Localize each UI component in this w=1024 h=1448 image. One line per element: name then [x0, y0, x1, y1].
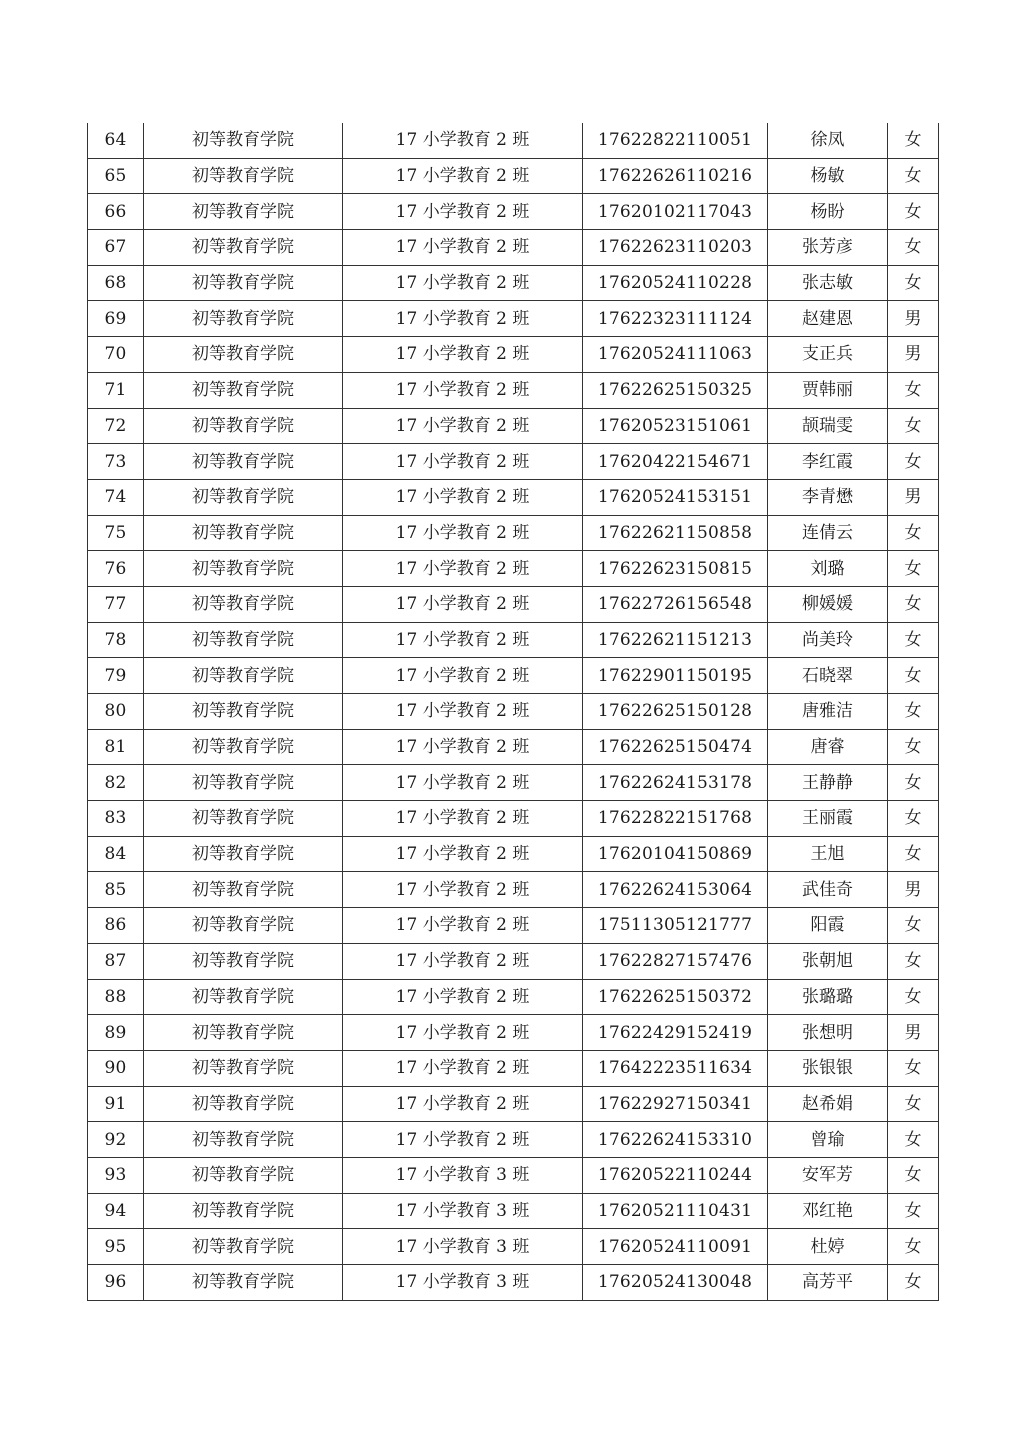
class-cell: 17 小学教育 2 班: [343, 872, 583, 908]
row-number: 73: [88, 444, 144, 480]
student-name-cell: 徐凤: [768, 123, 888, 158]
gender-cell: 女: [888, 1050, 939, 1086]
class-cell: 17 小学教育 2 班: [343, 515, 583, 551]
student-name-cell: 赵建恩: [768, 301, 888, 337]
table-row: [88, 408, 939, 444]
table-row: [88, 265, 939, 301]
gender-cell: 女: [888, 1086, 939, 1122]
class-cell: 17 小学教育 2 班: [343, 1050, 583, 1086]
row-number: 80: [88, 694, 144, 730]
gender-cell: 女: [888, 1122, 939, 1158]
student-id-cell: 17622625150325: [583, 372, 768, 408]
table-row: [88, 1122, 939, 1158]
table-row: [88, 729, 939, 765]
college-cell: 初等教育学院: [144, 408, 343, 444]
student-name-cell: 刘璐: [768, 551, 888, 587]
student-name-cell: 李红霞: [768, 444, 888, 480]
gender-cell: 女: [888, 801, 939, 837]
row-number: 91: [88, 1086, 144, 1122]
student-id-cell: 17622621150858: [583, 515, 768, 551]
gender-cell: 女: [888, 551, 939, 587]
student-name-cell: 王丽霞: [768, 801, 888, 837]
table-row: [88, 337, 939, 373]
row-number: 64: [88, 123, 144, 158]
table-row: [88, 801, 939, 837]
table-row: [88, 479, 939, 515]
class-cell: 17 小学教育 2 班: [343, 551, 583, 587]
student-id-cell: 17622625150128: [583, 694, 768, 730]
student-name-cell: 李青懋: [768, 479, 888, 515]
table-row: [88, 515, 939, 551]
student-id-cell: 17622901150195: [583, 658, 768, 694]
gender-cell: 女: [888, 265, 939, 301]
college-cell: 初等教育学院: [144, 979, 343, 1015]
gender-cell: 女: [888, 836, 939, 872]
row-number: 86: [88, 908, 144, 944]
class-cell: 17 小学教育 2 班: [343, 908, 583, 944]
row-number: 94: [88, 1193, 144, 1229]
row-number: 77: [88, 586, 144, 622]
student-name-cell: 赵希娟: [768, 1086, 888, 1122]
student-id-cell: 17620422154671: [583, 444, 768, 480]
row-number: 76: [88, 551, 144, 587]
row-number: 68: [88, 265, 144, 301]
college-cell: 初等教育学院: [144, 1193, 343, 1229]
college-cell: 初等教育学院: [144, 1050, 343, 1086]
college-cell: 初等教育学院: [144, 1086, 343, 1122]
student-id-cell: 17622827157476: [583, 943, 768, 979]
class-cell: 17 小学教育 2 班: [343, 694, 583, 730]
student-name-cell: 张志敏: [768, 265, 888, 301]
row-number: 71: [88, 372, 144, 408]
class-cell: 17 小学教育 2 班: [343, 836, 583, 872]
gender-cell: 女: [888, 1157, 939, 1193]
gender-cell: 男: [888, 337, 939, 373]
student-name-cell: 王静静: [768, 765, 888, 801]
student-name-cell: 武佳奇: [768, 872, 888, 908]
class-cell: 17 小学教育 2 班: [343, 765, 583, 801]
table-row: [88, 194, 939, 230]
gender-cell: 女: [888, 408, 939, 444]
college-cell: 初等教育学院: [144, 372, 343, 408]
student-id-cell: 17622624153064: [583, 872, 768, 908]
table-row: [88, 836, 939, 872]
row-number: 85: [88, 872, 144, 908]
class-cell: 17 小学教育 2 班: [343, 301, 583, 337]
student-name-cell: 王旭: [768, 836, 888, 872]
student-name-cell: 高芳平: [768, 1265, 888, 1301]
student-id-cell: 17620104150869: [583, 836, 768, 872]
class-cell: 17 小学教育 2 班: [343, 1122, 583, 1158]
row-number: 95: [88, 1229, 144, 1265]
gender-cell: 女: [888, 908, 939, 944]
gender-cell: 女: [888, 943, 939, 979]
class-cell: 17 小学教育 2 班: [343, 372, 583, 408]
college-cell: 初等教育学院: [144, 765, 343, 801]
row-number: 81: [88, 729, 144, 765]
college-cell: 初等教育学院: [144, 1157, 343, 1193]
student-id-cell: 17642223511634: [583, 1050, 768, 1086]
gender-cell: 男: [888, 1015, 939, 1051]
gender-cell: 女: [888, 694, 939, 730]
table-row: [88, 1015, 939, 1051]
class-cell: 17 小学教育 3 班: [343, 1229, 583, 1265]
student-id-cell: 17622624153178: [583, 765, 768, 801]
gender-cell: 女: [888, 729, 939, 765]
table-row: [88, 551, 939, 587]
gender-cell: 女: [888, 765, 939, 801]
gender-cell: 女: [888, 586, 939, 622]
gender-cell: 女: [888, 622, 939, 658]
student-name-cell: 唐睿: [768, 729, 888, 765]
row-number: 65: [88, 158, 144, 194]
table-row: [88, 765, 939, 801]
gender-cell: 男: [888, 301, 939, 337]
row-number: 69: [88, 301, 144, 337]
student-name-cell: 石晓翠: [768, 658, 888, 694]
college-cell: 初等教育学院: [144, 943, 343, 979]
college-cell: 初等教育学院: [144, 729, 343, 765]
college-cell: 初等教育学院: [144, 801, 343, 837]
student-name-cell: 邓红艳: [768, 1193, 888, 1229]
row-number: 72: [88, 408, 144, 444]
student-id-cell: 17622623150815: [583, 551, 768, 587]
table-row: [88, 123, 939, 158]
gender-cell: 女: [888, 658, 939, 694]
class-cell: 17 小学教育 2 班: [343, 194, 583, 230]
student-id-cell: 17622625150372: [583, 979, 768, 1015]
class-cell: 17 小学教育 3 班: [343, 1265, 583, 1301]
college-cell: 初等教育学院: [144, 1229, 343, 1265]
college-cell: 初等教育学院: [144, 586, 343, 622]
table-row: [88, 908, 939, 944]
table-row: [88, 1229, 939, 1265]
table-row: [88, 444, 939, 480]
student-id-cell: 17620524110091: [583, 1229, 768, 1265]
gender-cell: 女: [888, 1193, 939, 1229]
college-cell: 初等教育学院: [144, 123, 343, 158]
row-number: 92: [88, 1122, 144, 1158]
row-number: 82: [88, 765, 144, 801]
student-id-cell: 17620522110244: [583, 1157, 768, 1193]
student-name-cell: 颉瑞雯: [768, 408, 888, 444]
gender-cell: 女: [888, 230, 939, 266]
table-row: [88, 230, 939, 266]
college-cell: 初等教育学院: [144, 444, 343, 480]
student-name-cell: 尚美玲: [768, 622, 888, 658]
student-name-cell: 张朝旭: [768, 943, 888, 979]
row-number: 88: [88, 979, 144, 1015]
row-number: 93: [88, 1157, 144, 1193]
student-name-cell: 张璐璐: [768, 979, 888, 1015]
student-id-cell: 17622822110051: [583, 123, 768, 158]
gender-cell: 女: [888, 372, 939, 408]
college-cell: 初等教育学院: [144, 515, 343, 551]
class-cell: 17 小学教育 2 班: [343, 943, 583, 979]
student-name-cell: 杜婷: [768, 1229, 888, 1265]
class-cell: 17 小学教育 2 班: [343, 337, 583, 373]
class-cell: 17 小学教育 2 班: [343, 658, 583, 694]
student-name-cell: 连倩云: [768, 515, 888, 551]
table-row: [88, 1157, 939, 1193]
table-row: [88, 586, 939, 622]
student-name-cell: 唐雅洁: [768, 694, 888, 730]
student-id-cell: 17511305121777: [583, 908, 768, 944]
row-number: 79: [88, 658, 144, 694]
college-cell: 初等教育学院: [144, 1122, 343, 1158]
gender-cell: 男: [888, 479, 939, 515]
student-id-cell: 17620524111063: [583, 337, 768, 373]
class-cell: 17 小学教育 2 班: [343, 230, 583, 266]
class-cell: 17 小学教育 2 班: [343, 586, 583, 622]
student-id-cell: 17622726156548: [583, 586, 768, 622]
college-cell: 初等教育学院: [144, 479, 343, 515]
class-cell: 17 小学教育 3 班: [343, 1193, 583, 1229]
row-number: 70: [88, 337, 144, 373]
student-name-cell: 杨盼: [768, 194, 888, 230]
student-name-cell: 张想明: [768, 1015, 888, 1051]
student-name-cell: 贾韩丽: [768, 372, 888, 408]
table-row: [88, 1050, 939, 1086]
student-name-cell: 杨敏: [768, 158, 888, 194]
class-cell: 17 小学教育 2 班: [343, 123, 583, 158]
table-row: [88, 372, 939, 408]
student-name-cell: 张芳彦: [768, 230, 888, 266]
class-cell: 17 小学教育 2 班: [343, 444, 583, 480]
student-name-cell: 张银银: [768, 1050, 888, 1086]
college-cell: 初等教育学院: [144, 658, 343, 694]
row-number: 75: [88, 515, 144, 551]
student-id-cell: 17620523151061: [583, 408, 768, 444]
class-cell: 17 小学教育 2 班: [343, 729, 583, 765]
class-cell: 17 小学教育 2 班: [343, 801, 583, 837]
student-name-cell: 安军芳: [768, 1157, 888, 1193]
college-cell: 初等教育学院: [144, 694, 343, 730]
row-number: 84: [88, 836, 144, 872]
table-row: [88, 1265, 939, 1301]
class-cell: 17 小学教育 2 班: [343, 1015, 583, 1051]
college-cell: 初等教育学院: [144, 265, 343, 301]
row-number: 83: [88, 801, 144, 837]
gender-cell: 女: [888, 1265, 939, 1301]
college-cell: 初等教育学院: [144, 908, 343, 944]
gender-cell: 男: [888, 872, 939, 908]
table-body: [88, 123, 939, 1300]
college-cell: 初等教育学院: [144, 301, 343, 337]
college-cell: 初等教育学院: [144, 337, 343, 373]
gender-cell: 女: [888, 444, 939, 480]
class-cell: 17 小学教育 2 班: [343, 1086, 583, 1122]
row-number: 66: [88, 194, 144, 230]
student-id-cell: 17622621151213: [583, 622, 768, 658]
row-number: 90: [88, 1050, 144, 1086]
row-number: 74: [88, 479, 144, 515]
class-cell: 17 小学教育 2 班: [343, 979, 583, 1015]
college-cell: 初等教育学院: [144, 230, 343, 266]
class-cell: 17 小学教育 2 班: [343, 265, 583, 301]
college-cell: 初等教育学院: [144, 622, 343, 658]
gender-cell: 女: [888, 1229, 939, 1265]
student-id-cell: 17622623110203: [583, 230, 768, 266]
student-name-cell: 曾瑜: [768, 1122, 888, 1158]
table-row: [88, 622, 939, 658]
student-id-cell: 17620524130048: [583, 1265, 768, 1301]
college-cell: 初等教育学院: [144, 1265, 343, 1301]
student-id-cell: 17620521110431: [583, 1193, 768, 1229]
college-cell: 初等教育学院: [144, 158, 343, 194]
gender-cell: 女: [888, 194, 939, 230]
row-number: 96: [88, 1265, 144, 1301]
student-id-cell: 17620524110228: [583, 265, 768, 301]
college-cell: 初等教育学院: [144, 194, 343, 230]
student-name-cell: 阳霞: [768, 908, 888, 944]
table-row: [88, 943, 939, 979]
gender-cell: 女: [888, 515, 939, 551]
table-row: [88, 301, 939, 337]
student-id-cell: 17620102117043: [583, 194, 768, 230]
student-name-cell: 支正兵: [768, 337, 888, 373]
row-number: 89: [88, 1015, 144, 1051]
college-cell: 初等教育学院: [144, 1015, 343, 1051]
student-id-cell: 17622626110216: [583, 158, 768, 194]
student-id-cell: 17622822151768: [583, 801, 768, 837]
table-row: [88, 872, 939, 908]
student-id-cell: 17622624153310: [583, 1122, 768, 1158]
table-row: [88, 694, 939, 730]
student-id-cell: 17622323111124: [583, 301, 768, 337]
gender-cell: 女: [888, 158, 939, 194]
student-id-cell: 17622625150474: [583, 729, 768, 765]
gender-cell: 女: [888, 979, 939, 1015]
class-cell: 17 小学教育 2 班: [343, 158, 583, 194]
class-cell: 17 小学教育 2 班: [343, 622, 583, 658]
college-cell: 初等教育学院: [144, 872, 343, 908]
table-row: [88, 979, 939, 1015]
student-name-cell: 柳媛媛: [768, 586, 888, 622]
college-cell: 初等教育学院: [144, 551, 343, 587]
table-row: [88, 158, 939, 194]
student-id-cell: 17622927150341: [583, 1086, 768, 1122]
row-number: 78: [88, 622, 144, 658]
table-row: [88, 658, 939, 694]
table-row: [88, 1086, 939, 1122]
class-cell: 17 小学教育 3 班: [343, 1157, 583, 1193]
gender-cell: 女: [888, 123, 939, 158]
table-row: [88, 1193, 939, 1229]
row-number: 87: [88, 943, 144, 979]
class-cell: 17 小学教育 2 班: [343, 408, 583, 444]
class-cell: 17 小学教育 2 班: [343, 479, 583, 515]
student-id-cell: 17622429152419: [583, 1015, 768, 1051]
college-cell: 初等教育学院: [144, 836, 343, 872]
student-list-table: [87, 123, 939, 1301]
student-id-cell: 17620524153151: [583, 479, 768, 515]
row-number: 67: [88, 230, 144, 266]
